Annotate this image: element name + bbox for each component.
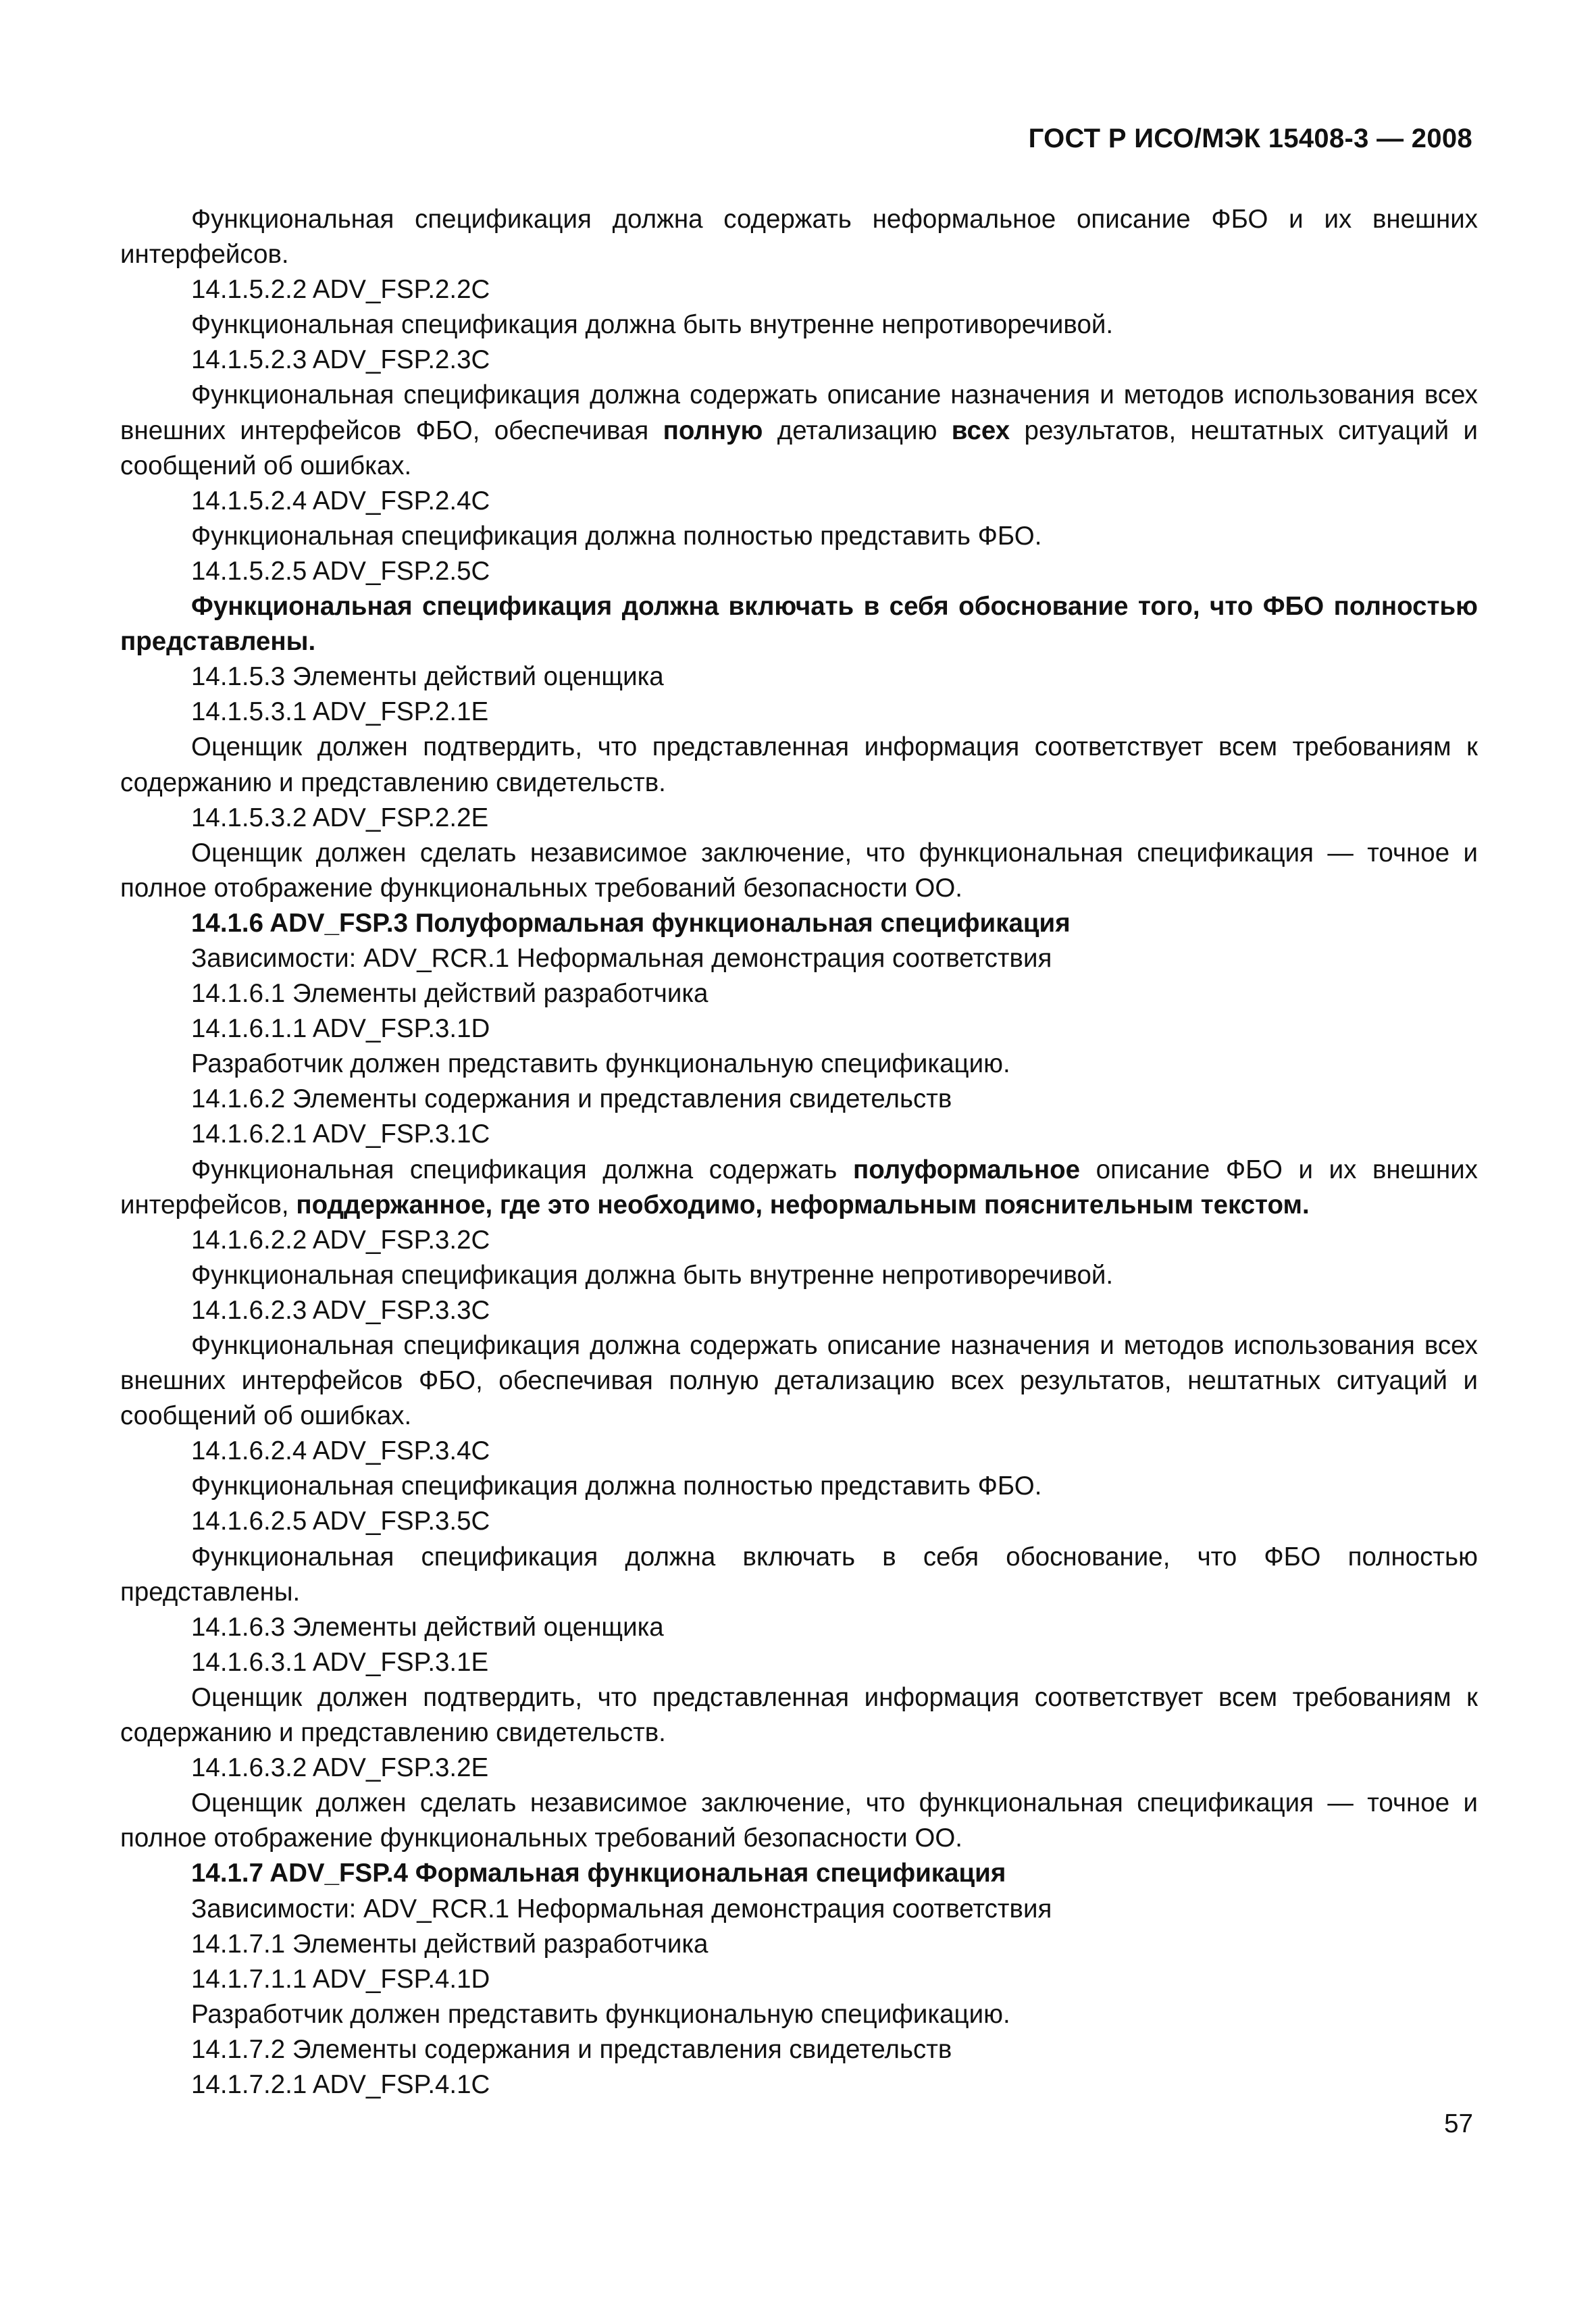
text-run: Разработчик должен представить функциональную спецификацию. (191, 1049, 1010, 1079)
paragraph (120, 801, 1478, 836)
text-run: 14.1.6.2 Элементы содержания и представления свидетельств (191, 1084, 952, 1114)
text-run: 14.1.5.2.4 ADV_FSP.2.4C (191, 486, 490, 515)
paragraph (120, 1328, 1478, 1434)
text-run: Оценщик должен сделать независимое заключение, что функциональная спецификация — точное и полное отображение функциональных требований безопасности ОО. (120, 1788, 1478, 1853)
paragraph (120, 1540, 1478, 1610)
paragraph (120, 519, 1478, 554)
text-run: 14.1.6.3.1 ADV_FSP.3.1E (191, 1647, 489, 1677)
paragraph (120, 695, 1478, 730)
paragraph (120, 343, 1478, 378)
paragraph (120, 730, 1478, 800)
paragraph (120, 378, 1478, 483)
text-run: Функциональная спецификация должна полностью представить ФБО. (191, 1472, 1042, 1501)
bold-text-run: полуформальное (852, 1155, 1081, 1184)
paragraph (120, 1892, 1478, 1927)
paragraph (120, 2067, 1478, 2103)
text-run: Зависимости: ADV_RCR.1 Неформальная демонстрация соответствия (191, 1894, 1052, 1923)
text-run: детализацию (763, 416, 952, 445)
paragraph (120, 1610, 1478, 1645)
text-run: Функциональная спецификация должна быть внутренне непротиворечивой. (191, 310, 1114, 340)
paragraph (120, 1997, 1478, 2032)
text-run: результатов, нештатных ситуаций и сообщений об ошибках. (120, 416, 1478, 480)
text-run: Функциональная спецификация должна включать в себя обоснование, что ФБО полностью представлены. (120, 1542, 1478, 1607)
text-run: Разработчик должен представить функциональную спецификацию. (191, 1999, 1010, 2029)
paragraph (120, 976, 1478, 1011)
paragraph (120, 272, 1478, 307)
paragraph (120, 202, 1478, 272)
text-run: 14.1.6.2.2 ADV_FSP.3.2C (191, 1225, 490, 1255)
paragraph (120, 1011, 1478, 1047)
paragraph (120, 1469, 1478, 1504)
paragraph (120, 1962, 1478, 1997)
paragraph (120, 1751, 1478, 1786)
paragraph (120, 1645, 1478, 1680)
text-run: Функциональная спецификация должна содержать описание назначения и методов использования всех внешних интерфейсов ФБО, обеспечивая (120, 380, 1478, 445)
text-run: Функциональная спецификация должна содержать неформальное описание ФБО и их внешних интерфейсов. (120, 205, 1478, 270)
paragraph (120, 484, 1478, 519)
bold-text-run: полную (663, 416, 763, 445)
text-run: 14.1.7.1.1 ADV_FSP.4.1D (191, 1964, 490, 1994)
text-run: 14.1.7.1 Элементы действий разработчика (191, 1929, 709, 1959)
paragraph (120, 1153, 1478, 1223)
bold-text-run: Функциональная спецификация должна включать в себя обоснование того, что ФБО полностью представлены. (120, 592, 1478, 657)
text-run: Оценщик должен подтвердить, что представленная информация соответствует всем требованиям к содержанию и представлению свидетельств. (120, 732, 1478, 797)
text-run: 14.1.6.2.5 ADV_FSP.3.5C (191, 1507, 490, 1536)
text-run: 14.1.5.3 Элементы действий оценщика (191, 662, 664, 692)
text-run: 14.1.6.3.2 ADV_FSP.3.2E (191, 1753, 489, 1783)
text-run: 14.1.6.2.4 ADV_FSP.3.4C (191, 1436, 490, 1466)
text-run: 14.1.5.2.5 ADV_FSP.2.5C (191, 556, 490, 586)
page-number: 57 (1444, 2109, 1473, 2138)
text-run: 14.1.5.2.3 ADV_FSP.2.3C (191, 345, 490, 375)
text-run: Функциональная спецификация должна содержать (191, 1155, 853, 1184)
paragraph (120, 1293, 1478, 1328)
text-run: Функциональная спецификация должна содержать описание назначения и методов использования всех внешних интерфейсов ФБО, обеспечивая полную детализацию всех результатов, нештатных ситуаций и сообщений об ошибках. (120, 1331, 1478, 1431)
paragraph (120, 554, 1478, 589)
text-run: 14.1.7.2.1 ADV_FSP.4.1C (191, 2069, 490, 2099)
paragraph (120, 659, 1478, 695)
paragraph (120, 1047, 1478, 1082)
paragraph (120, 1117, 1478, 1152)
text-run: 14.1.5.3.1 ADV_FSP.2.1E (191, 697, 489, 727)
paragraph (120, 2032, 1478, 2067)
paragraph (120, 906, 1478, 941)
document-body (120, 202, 1478, 2103)
text-run: 14.1.6.1.1 ADV_FSP.3.1D (191, 1014, 490, 1044)
text-run: 14.1.6.1 Элементы действий разработчика (191, 979, 709, 1009)
paragraph (120, 1082, 1478, 1117)
bold-text-run: всех (951, 416, 1010, 445)
paragraph (120, 1504, 1478, 1539)
paragraph (120, 1434, 1478, 1469)
paragraph (120, 1223, 1478, 1258)
text-run: описание ФБО и их внешних интерфейсов, (120, 1155, 1478, 1219)
text-run: 14.1.5.3.2 ADV_FSP.2.2E (191, 803, 489, 832)
paragraph (120, 1258, 1478, 1293)
paragraph (120, 1680, 1478, 1751)
text-run: 14.1.7.2 Элементы содержания и представления свидетельств (191, 2034, 952, 2064)
bold-text-run: поддержанное, где это необходимо, неформальным пояснительным текстом. (296, 1190, 1310, 1219)
standard-header: ГОСТ Р ИСО/МЭК 15408-3 — 2008 (1028, 124, 1472, 153)
paragraph (120, 1786, 1478, 1856)
text-run: Зависимости: ADV_RCR.1 Неформальная демонстрация соответствия (191, 943, 1052, 973)
bold-text-run: 14.1.6 ADV_FSP.3 Полуформальная функциональная спецификация (191, 908, 1071, 938)
text-run: 14.1.6.2.1 ADV_FSP.3.1C (191, 1120, 490, 1149)
text-run: Оценщик должен сделать независимое заключение, что функциональная спецификация — точное и полное отображение функциональных требований безопасности ОО. (120, 838, 1478, 903)
paragraph (120, 941, 1478, 976)
text-run: Функциональная спецификация должна полностью представить ФБО. (191, 521, 1042, 551)
text-run: Функциональная спецификация должна быть внутренне непротиворечивой. (191, 1260, 1114, 1290)
paragraph (120, 1927, 1478, 1962)
bold-text-run: 14.1.7 ADV_FSP.4 Формальная функциональная спецификация (191, 1859, 1006, 1888)
paragraph (120, 589, 1478, 659)
paragraph (120, 836, 1478, 906)
paragraph (120, 307, 1478, 343)
text-run: 14.1.5.2.2 ADV_FSP.2.2C (191, 275, 490, 305)
paragraph (120, 1856, 1478, 1891)
text-run: Оценщик должен подтвердить, что представленная информация соответствует всем требованиям к содержанию и представлению свидетельств. (120, 1682, 1478, 1748)
text-run: 14.1.6.3 Элементы действий оценщика (191, 1612, 664, 1642)
text-run: 14.1.6.2.3 ADV_FSP.3.3C (191, 1295, 490, 1325)
